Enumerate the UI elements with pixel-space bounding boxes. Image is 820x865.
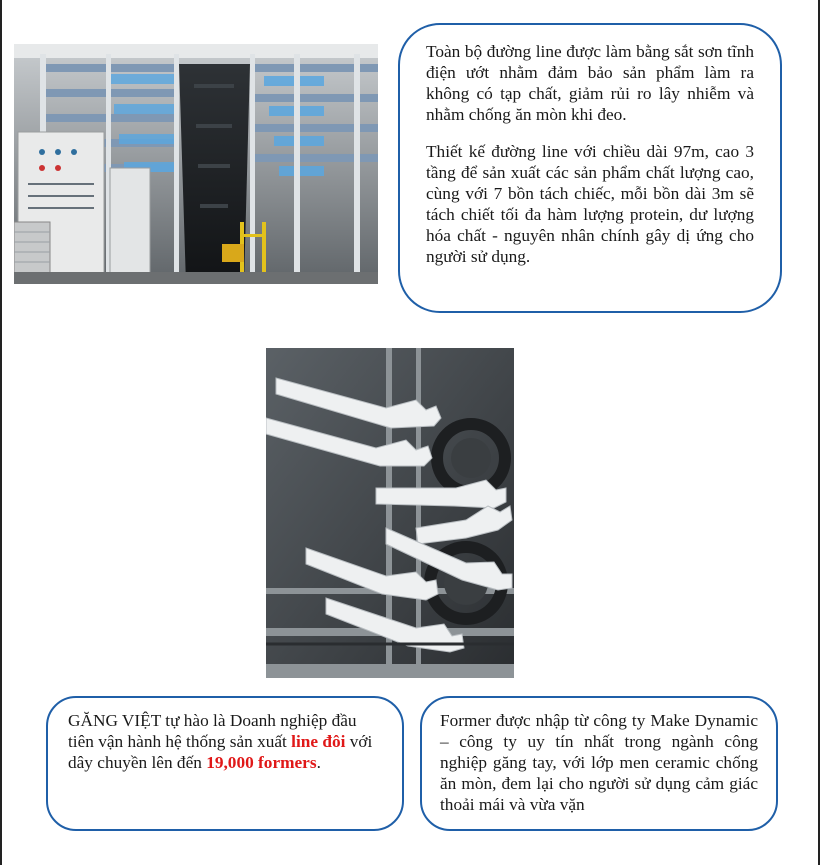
line-description-paragraph-2: Thiết kế đường line với chiều dài 97m, cao 3 tầng để sản xuất các sản phẩm chất lượng cao, cùng với 7 bồn tách chiếc, mỗi bồn dài 3m sẽ tách chiết tối đa hàm lượng protein, dư lượng hóa chất - nguyên nhân chính gây dị ứng cho người sử dụng. xyxy=(426,142,754,266)
formers-count-highlight: 19,000 formers xyxy=(206,753,317,772)
production-line-photo xyxy=(14,44,378,284)
former-origin-text: Former được nhập từ công ty Make Dynamic – công ty uy tín nhất trong ngành công nghiệp găng tay, với lớp men ceramic chống ăn mòn, đem lại cho người sử dụng cảm giác thoải mái và vừa vặn xyxy=(440,711,758,814)
double-line-text xyxy=(68,710,382,773)
page-left-edge xyxy=(0,0,2,865)
double-line-text-part-2: với dây chuyền lên đến xyxy=(68,732,373,772)
double-line-text-part-1: GĂNG VIỆT tự hào là Doanh nghiệp đầu tiên vận hành hệ thống sản xuất xyxy=(68,711,357,751)
double-line-text-part-3: . xyxy=(316,753,321,772)
former-origin-card xyxy=(420,696,778,831)
line-description-paragraph-1: Toàn bộ đường line được làm bằng sắt sơn tĩnh điện ướt nhằm đảm bảo sản phẩm làm ra không có tạp chất, giảm rủi ro lây nhiễm và nhằm chống ăn mòn khi đeo. xyxy=(426,42,754,124)
double-line-highlight: line đôi xyxy=(291,732,346,751)
line-description-card xyxy=(398,23,782,313)
double-line-card xyxy=(46,696,404,831)
glove-formers-photo xyxy=(266,348,514,678)
